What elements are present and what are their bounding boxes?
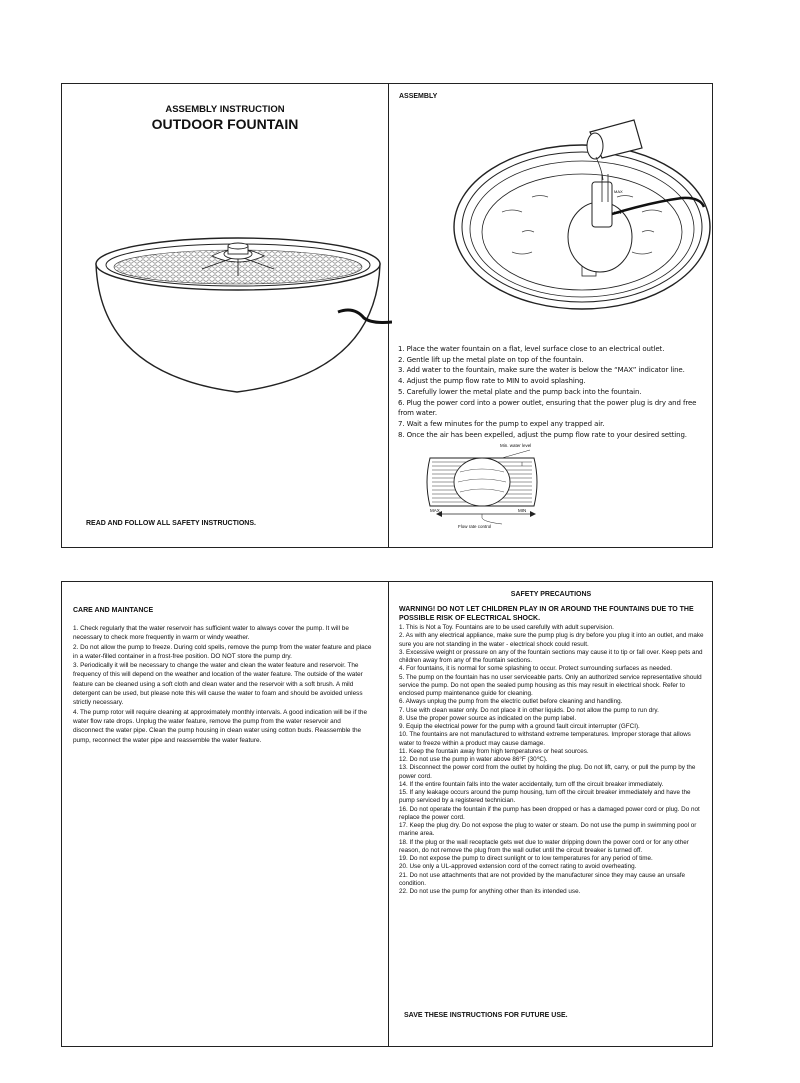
safety-item: 17. Keep the plug dry. Do not expose the plug to water or steam. Do not use the pump in swimming pool or marine area.: [399, 822, 697, 838]
safety-warning: WARNING! DO NOT LET CHILDREN PLAY IN OR AROUND THE FOUNTAINS DUE TO THE POSSIBLE RISK OF ELECTRICAL SHOCK.: [399, 606, 694, 622]
safety-item: 11. Keep the fountain away from high temperatures or heat sources.: [399, 747, 589, 755]
safety-item: 13. Disconnect the power cord from the outlet by holding the plug. Do not lift, carry, or pull the pump by the power cord.: [399, 764, 696, 780]
safety-item: 22. Do not use the pump for anything other than its intended use.: [399, 888, 581, 895]
assembly-step: 1. Place the water fountain on a flat, level surface close to an electrical outlet.: [398, 345, 665, 353]
assembly-step: 7. Wait a few minutes for the pump to expel any trapped air.: [398, 419, 605, 428]
assembly-step: 2. Gentle lift up the metal plate on top of the fountain.: [398, 355, 584, 364]
assembly-heading: ASSEMBLY: [399, 93, 438, 100]
safety-item: 5. The pump on the fountain has no user serviceable parts. Only an authorized service representative should service the pump. Do not open the sealed pump housing as this may result in electrical shock. Refer to enclosed pump maintenance guide for cleaning.: [399, 673, 702, 697]
safety-item: 15. If any leakage occurs around the pump housing, turn off the circuit breaker immediately and have the pump serviced by a registered technician.: [399, 789, 691, 805]
safety-item: 14. If the entire fountain falls into the water accidentally, turn off the circuit breaker immediately.: [399, 780, 664, 788]
pump-assembly-illustration: [442, 102, 712, 312]
safety-heading: SAFETY PRECAUTIONS: [510, 591, 592, 598]
care-instructions-list: [73, 624, 373, 745]
safety-item: 7. Use with clean water only. Do not place it in other liquids. Do not allow the pump to run dry.: [399, 706, 659, 714]
diagram-max-label: MAX: [430, 508, 440, 513]
cover-title: OUTDOOR FOUNTAIN: [151, 116, 299, 132]
care-heading: CARE AND MAINTANCE: [73, 607, 154, 614]
care-paragraph: 2. Do not allow the pump to freeze. During cold spells, remove the pump from the water feature and place in a water-filled container in a frost-free position. DO NOT store the pump dry.: [73, 643, 372, 660]
safety-item: 20. Use only a UL-approved extension cord of the correct rating to avoid overheating.: [399, 863, 637, 871]
instruction-sheet-back: [61, 581, 713, 1047]
min-indicator-label: MIN: [614, 210, 622, 215]
safety-precautions-list: [399, 624, 705, 896]
safety-item: 2. As with any electrical appliance, make sure the pump plug is dry before you plug it into an outlet, and make sure you are not standing in the water - electrical shock could result.: [399, 632, 704, 648]
min-water-level-label: Min. water level: [500, 443, 532, 448]
assembly-step: 3. Add water to the fountain, make sure the water is below the “MAX” indicator line.: [398, 366, 685, 375]
safety-item: 4. For fountains, it is normal for some splashing to occur. Protect surrounding surfaces as needed.: [399, 665, 673, 673]
flow-rate-diagram: [412, 442, 552, 532]
cover-subtitle: ASSEMBLY INSTRUCTION: [165, 104, 285, 115]
instruction-sheet-front: [61, 83, 713, 548]
assembly-step: 6. Plug the power cord into a power outlet, ensuring that the power plug is dry and free from water.: [398, 398, 697, 418]
fountain-bowl-illustration: [92, 234, 392, 394]
care-paragraph: 4. The pump rotor will require cleaning at approximately monthly intervals. A good indication will be if the water flow rate drops. Unplug the water feature, remove the pump from the water reservoir and disconnect the water pipe. Clean the pump housing in clean water using cotton buds. Reassemble the pump, reconnect the water pipe and reassemble the water feature.: [73, 708, 368, 744]
save-instructions-note: SAVE THESE INSTRUCTIONS FOR FUTURE USE.: [404, 1012, 568, 1019]
safety-item: 3. Excessive weight or pressure on any of the fountain sections may cause it to tip or fall over. Keep pets and children away from any of the fountain sections.: [399, 648, 703, 664]
cover-footer-note: READ AND FOLLOW ALL SAFETY INSTRUCTIONS.: [86, 520, 256, 527]
assembly-step: 5. Carefully lower the metal plate and the pump back into the fountain.: [398, 387, 642, 396]
safety-item: 6. Always unplug the pump from the electric outlet before cleaning and handling.: [399, 698, 623, 706]
safety-item: 18. If the plug or the wall receptacle gets wet due to water dripping down the power cord or for any other reason, do not remove the plug from the wall outlet until the circuit breaker is turned off.: [399, 838, 689, 854]
panel-divider: [388, 582, 389, 1046]
safety-item: 10. The fountains are not manufactured to withstand extreme temperatures. Improper storage that allows water to freeze within a product may cause damage.: [399, 731, 691, 747]
assembly-step: 4. Adjust the pump flow rate to MIN to avoid splashing.: [398, 377, 586, 386]
assembly-steps-list: [398, 344, 704, 440]
safety-item: 9. Equip the electrical power for the pump with a ground fault circuit interrupter (GFCI).: [399, 723, 640, 730]
safety-item: 16. Do not operate the fountain if the pump has been dropped or has a damaged power cord or plug. Do not replace the power cord.: [399, 805, 700, 821]
assembly-step: 8. Once the air has been expelled, adjust the pump flow rate to your desired setting.: [398, 430, 687, 439]
safety-item: 21. Do not use attachments that are not provided by the manufacturer since they may cause an unsafe condition.: [399, 871, 685, 887]
care-paragraph: 3. Periodically it will be necessary to change the water and clean the water feature and reservoir. The frequency of this will depend on the weather and location of the water feature. The outside of the water feature can be cleaned using a soft cloth and clean water and the reservoir with a soft brush. A mild detergent can be used, but please note this will cause the water to foam and should be avoided unless strictly necessary.: [73, 662, 363, 707]
flow-rate-control-label: Flow rate control: [458, 524, 492, 529]
safety-item: 19. Do not expose the pump to direct sunlight or to low temperatures for any period of time.: [399, 855, 653, 862]
safety-item: 8. Use the proper power source as indicated on the pump label.: [399, 714, 577, 722]
diagram-min-label: MIN: [518, 508, 527, 513]
care-paragraph: 1. Check regularly that the water reservoir has sufficient water to always cover the pump. It will be necessary to check more frequently in warm or windy weather.: [73, 625, 349, 642]
max-indicator-label: MAX: [614, 189, 623, 194]
safety-item: 12. Do not use the pump in water above 86°F (30℃).: [399, 756, 548, 763]
safety-item: 1. This is Not a Toy. Fountains are to be used carefully with adult supervision.: [399, 624, 614, 631]
